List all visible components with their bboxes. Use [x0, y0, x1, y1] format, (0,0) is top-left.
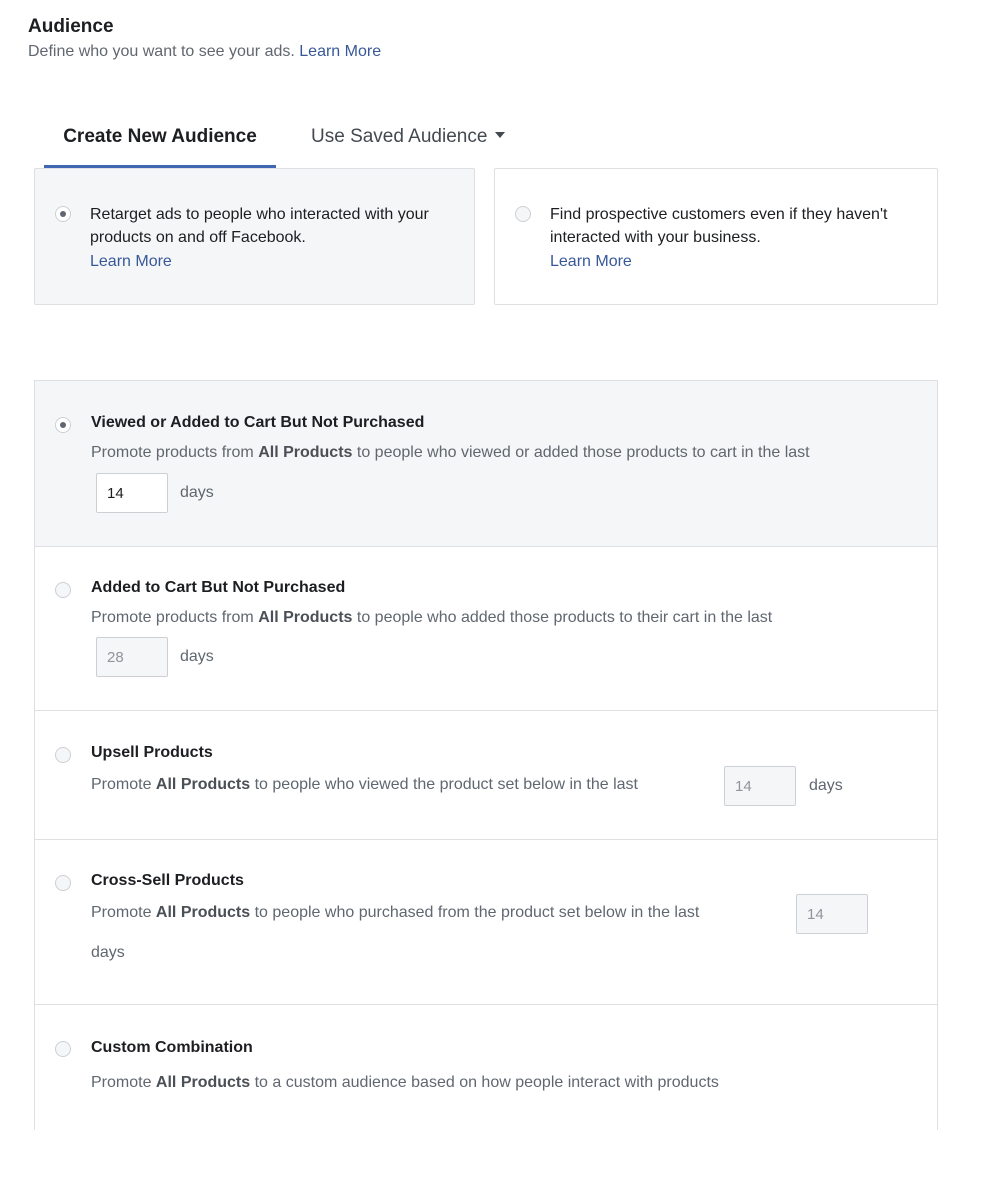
- desc-suffix: to people who viewed the product set below in the last: [254, 776, 638, 793]
- days-input[interactable]: [724, 766, 796, 806]
- option-viewed-or-added-to-cart[interactable]: [35, 381, 937, 547]
- retarget-learn-more-link[interactable]: Learn More: [90, 253, 172, 270]
- retarget-card-text: Retarget ads to people who interacted with your products on and off Facebook.: [90, 206, 429, 246]
- prospecting-card[interactable]: [494, 168, 938, 305]
- desc-product-set: All Products: [258, 609, 353, 626]
- option-description: [91, 444, 810, 462]
- option-upsell-radio[interactable]: [55, 747, 71, 763]
- desc-product-set: All Products: [155, 776, 251, 793]
- desc-suffix: to people who purchased from the product set below in the last: [254, 904, 700, 921]
- option-description: [91, 1074, 719, 1092]
- prospecting-radio[interactable]: [515, 206, 531, 222]
- desc-product-set: All Products: [258, 444, 353, 461]
- days-input[interactable]: [96, 637, 168, 677]
- option-description: [91, 776, 638, 794]
- option-title: Viewed or Added to Cart But Not Purchased: [91, 414, 425, 431]
- desc-prefix: Promote products from: [91, 444, 254, 461]
- days-input[interactable]: [796, 894, 868, 934]
- days-label: days: [91, 944, 125, 961]
- option-description: [91, 609, 772, 627]
- option-custom-radio[interactable]: [55, 1041, 71, 1057]
- option-custom-combination[interactable]: [35, 1005, 937, 1130]
- days-label: days: [180, 484, 214, 501]
- subtitle-text: Define who you want to see your ads.: [28, 43, 295, 60]
- desc-suffix: to people who viewed or added those products to cart in the last: [356, 444, 810, 461]
- desc-prefix: Promote: [91, 1074, 152, 1091]
- desc-prefix: Promote: [91, 904, 152, 921]
- tab-use-saved-audience[interactable]: [311, 118, 505, 165]
- learn-more-link[interactable]: Learn More: [299, 43, 382, 60]
- option-description: [91, 904, 699, 922]
- retarget-card[interactable]: [34, 168, 475, 305]
- tab-create-new-audience[interactable]: Create New Audience: [44, 118, 276, 169]
- prospecting-learn-more-link[interactable]: Learn More: [550, 253, 632, 270]
- caret-down-icon: [495, 132, 505, 138]
- days-input[interactable]: [96, 473, 168, 513]
- option-added-to-cart[interactable]: [35, 547, 937, 711]
- option-upsell-products[interactable]: [35, 711, 937, 840]
- option-cross-sell-products[interactable]: [35, 840, 937, 1005]
- option-added-radio[interactable]: [55, 582, 71, 598]
- days-label: days: [809, 777, 843, 794]
- desc-suffix: to a custom audience based on how people interact with products: [254, 1074, 719, 1091]
- desc-prefix: Promote products from: [91, 609, 254, 626]
- option-cross-sell-radio[interactable]: [55, 875, 71, 891]
- retargeting-options: [34, 380, 938, 1130]
- retarget-radio[interactable]: [55, 206, 71, 222]
- desc-prefix: Promote: [91, 776, 152, 793]
- option-title: Added to Cart But Not Purchased: [91, 579, 346, 596]
- days-label: days: [180, 648, 214, 665]
- prospecting-card-text: Find prospective customers even if they haven't interacted with your business.: [550, 206, 888, 246]
- desc-product-set: All Products: [155, 1074, 251, 1091]
- section-subtitle: [28, 43, 381, 61]
- tab-use-saved-audience-label: Use Saved Audience: [311, 126, 488, 147]
- desc-product-set: All Products: [155, 904, 251, 921]
- option-title: Cross-Sell Products: [91, 872, 244, 889]
- desc-suffix: to people who added those products to their cart in the last: [356, 609, 773, 626]
- option-title: Custom Combination: [91, 1039, 253, 1056]
- option-viewed-radio[interactable]: [55, 417, 71, 433]
- option-title: Upsell Products: [91, 744, 213, 761]
- section-title: Audience: [28, 16, 114, 37]
